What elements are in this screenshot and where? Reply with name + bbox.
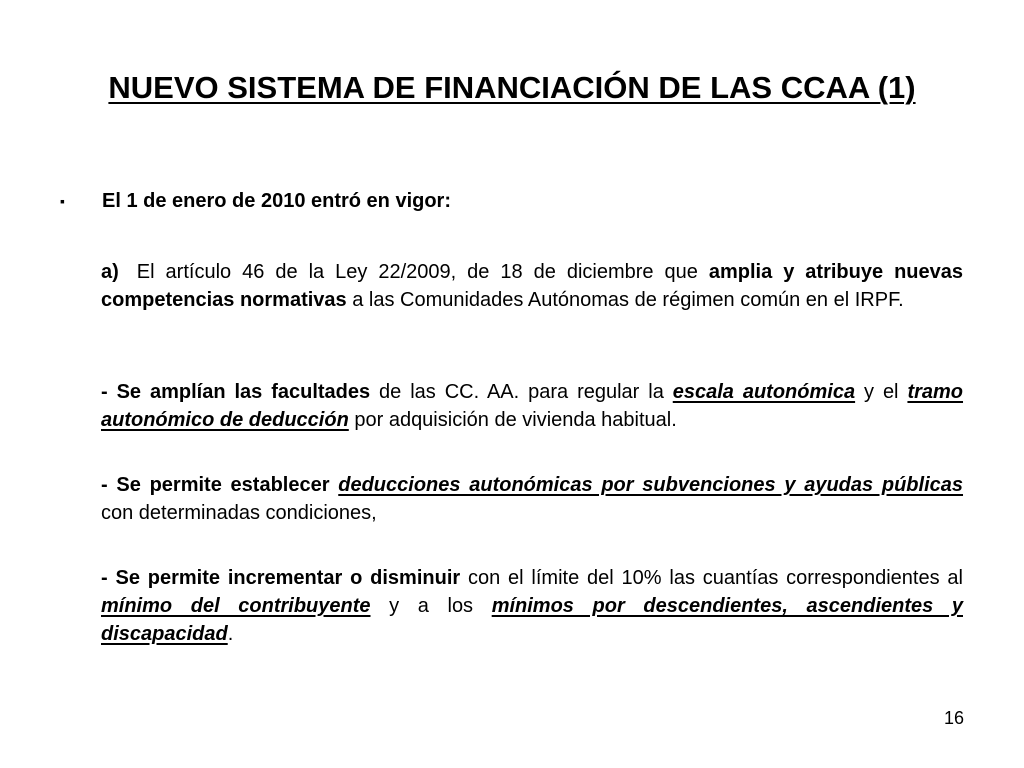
paragraph-deducciones-bold-1: - Se permite establecer: [101, 474, 330, 496]
paragraph-deducciones-text-1: [330, 474, 339, 496]
paragraph-deducciones-emphasis-1: deducciones autonómicas por subvenciones y ayudas públicas: [338, 474, 964, 496]
paragraph-a-label: a): [101, 261, 119, 283]
bullet-text: El 1 de enero de 2010 entró en vigor:: [102, 190, 452, 212]
page-number: 16: [943, 708, 964, 728]
paragraph-a-text-1: El artículo 46 de la Ley 22/2009, de 18 de diciembre que: [136, 261, 709, 283]
paragraph-minimos-text-3: .: [227, 623, 234, 645]
paragraph-minimos-emphasis-1: mínimo del contribuyente: [101, 595, 371, 617]
paragraph-a: [101, 258, 963, 314]
paragraph-escala-bold-1: - Se amplían las facultades: [101, 381, 371, 403]
paragraph-escala-emphasis-2: tramo autonómico de deducción: [101, 381, 964, 431]
paragraph-escala: [101, 378, 963, 434]
paragraph-escala-emphasis-1: escala autonómica: [672, 381, 856, 403]
paragraph-a-text-2: a las Comunidades Autónomas de régimen común en el IRPF.: [346, 289, 904, 311]
paragraph-minimos-emphasis-2: mínimos por descendientes, ascendientes y discapacidad: [101, 595, 963, 645]
paragraph-minimos: [101, 564, 963, 648]
paragraph-minimos-text-2: y a los: [370, 595, 492, 617]
paragraph-escala-text-2: y el: [855, 381, 908, 403]
paragraph-minimos-bold-1: - Se permite incrementar o disminuir: [101, 567, 461, 589]
paragraph-a-bold-1: amplia y atribuye nuevas competencias normativas: [101, 261, 963, 311]
paragraph-deducciones: [101, 471, 963, 527]
slide-title: [0, 68, 1024, 108]
paragraph-deducciones-text-2: con determinadas condiciones,: [101, 502, 377, 524]
paragraph-escala-text-1: de las CC. AA. para regular la: [370, 381, 673, 403]
paragraph-minimos-text-1: con el límite del 10% las cuantías correspondientes al: [460, 567, 963, 589]
slide-title-text: NUEVO SISTEMA DE FINANCIACIÓN DE LAS CCAA (1): [108, 70, 916, 105]
paragraph-escala-text-3: por adquisición de vivienda habitual.: [348, 409, 677, 431]
square-bullet-icon: ▪: [60, 193, 65, 209]
